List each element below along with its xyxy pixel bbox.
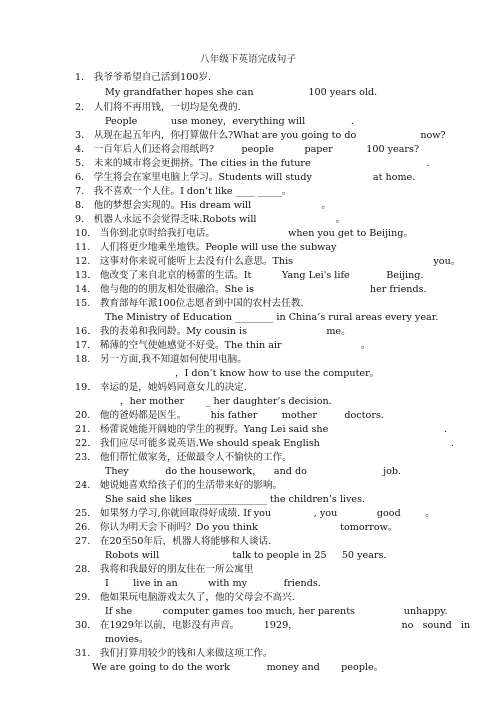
sentence-line: 31. 我们打算用较少的钱和人来做这项工作。 — [75, 648, 273, 659]
sentence-line: Robots will talk to people in 25 50 years. — [105, 550, 387, 561]
sentence-line: 30. 在1929年以前，电影没有声音。 1929， no sound in — [75, 620, 471, 631]
sentence-line: 22. 我们应尽可能多说英语.We should speak English . — [75, 438, 455, 449]
sentence-line: 7. 我不喜欢一个人住。I don’t like ____ _____。 — [75, 186, 292, 197]
sentence-line: 14. 他与他的的朋友相处很融洽。She is her friends. — [75, 284, 427, 295]
sentence-line: I live in an with my friends. — [105, 578, 321, 589]
sentence-line: They do the housework， and do job. — [105, 466, 402, 477]
sentence-line: My grandfather hopes she can 100 years old. — [105, 87, 378, 98]
sentence-line: People use money，everything will . — [105, 116, 354, 127]
sentence-line: 15. 教育部每年派100位志愿者到中国的农村去任教. — [75, 298, 304, 309]
sentence-line: 6. 学生将会在家里电脑上学习。Students will study at home. — [75, 172, 416, 183]
sentence-line: 23. 他们帮忙做家务，还做最令人不愉快的工作。 — [75, 452, 292, 463]
sentence-line: If she computer games too much, her parents unhappy. — [105, 606, 448, 617]
sentence-line: 19. 幸运的是，她妈妈同意女儿的决定. — [75, 382, 247, 393]
sentence-line: 1. 我爷爷希望自己活到100岁. — [75, 72, 212, 83]
sentence-line: 4. 一百年后人们还将会用纸吗? people paper 100 years? — [75, 144, 420, 155]
sentence-line: We are going to do the work money and people。 — [92, 662, 384, 673]
sentence-line: 26. 你认为明天会下雨吗？Do you think tomorrow。 — [75, 522, 398, 533]
sentence-line: 9. 机器人永远不会觉得乏味.Robots will 。 — [75, 214, 346, 225]
sentence-line: 27. 在20至50年后，机器人将能够和人谈话. — [75, 536, 272, 547]
sentence-line: 10. 当你到北京时给我打电话。 when you get to Beijing。 — [75, 228, 414, 239]
sentence-line: 17. 稀薄的空气使她感觉不好受。The thin air 。 — [75, 340, 371, 351]
page-title: 八年级下英语完成句子 — [200, 54, 296, 65]
sentence-line: 20. 他的爸妈都是医生。 his father mother doctors. — [75, 410, 384, 421]
sentence-line: 11. 人们将更少地乘坐地铁。People will use the subway — [75, 242, 337, 253]
sentence-line: 24. 她说她喜欢给孩子们的生活带来好的影响。 — [75, 480, 283, 491]
sentence-line: 21. 杨蕾说她能开阔她的学生的视野。Yang Lei said she . — [75, 424, 448, 435]
sentence-line: movies。 — [105, 634, 149, 645]
sentence-line: 12. 这事对你来说可能听上去没有什么意思。This you。 — [75, 256, 461, 267]
sentence-line: She said she likes _______________ the children’s lives. — [105, 494, 366, 505]
sentence-line: 29. 他如果玩电脑游戏太久了，他的父母会不高兴. — [75, 592, 295, 603]
sentence-line: 13. 他改变了来自北京的杨蕾的生活。It Yang Lei's life Beijing. — [75, 270, 424, 281]
sentence-line: 28. 我将和我最好的朋友住在一所公寓里 — [75, 564, 254, 575]
sentence-line: 16. 我的表弟和我同龄。My cousin is me。 — [75, 326, 351, 337]
sentence-line: 2. 人们将不再用钱，一切均是免费的. — [75, 102, 241, 113]
sentence-line: ，I don’t know how to use the computer。 — [175, 368, 380, 379]
sentence-line: The Ministry of Education ________ in China’s rural areas every year. — [105, 312, 439, 323]
sentence-line: 25. 如果努力学习,你就回取得好成绩. If you , you good 。 — [75, 508, 435, 519]
sentence-line: 8. 他的梦想会实现的。His dream will 。 — [75, 200, 331, 211]
sentence-line: 5. 未来的城市将会更拥挤。The cities in the future . — [75, 158, 430, 169]
sentence-line: 18. 另一方面,我不知道如何使用电脑。 — [75, 354, 247, 365]
sentence-line: 3. 从现在起五年内，你打算做什么?What are you going to do now? — [75, 130, 446, 141]
sentence-line: ，her mother _ her daughter’s decision. — [120, 396, 332, 407]
